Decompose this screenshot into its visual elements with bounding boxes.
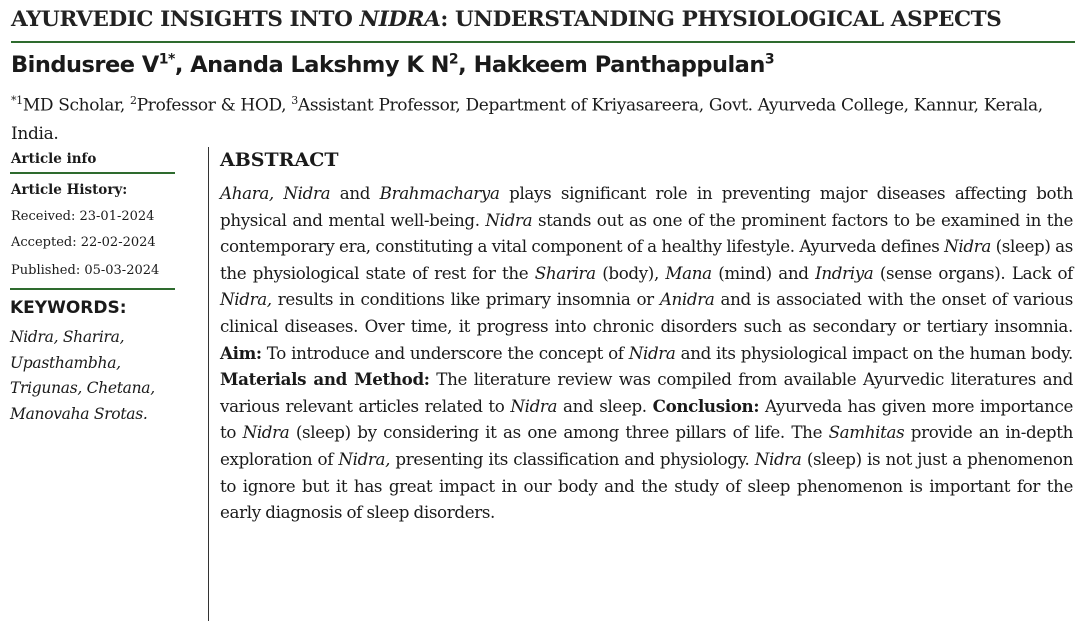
abstract-term: Nidra, — [220, 289, 272, 310]
abstract-term: Ahara, Nidra — [220, 183, 331, 203]
abstract-text: and its physiological impact on the human body. — [675, 342, 1073, 363]
sidebar-divider — [10, 288, 175, 290]
abstract-term: Nidra — [485, 209, 533, 230]
keywords-list — [10, 325, 180, 427]
abstract-text: results in conditions like primary insomnia or — [271, 289, 660, 310]
paper-title — [11, 7, 1076, 32]
author-3: Hakkeem Panthappulan$^3$ — [473, 51, 775, 78]
author-1: Bindusree $V^{1*}$, — [11, 51, 191, 78]
author-2: Ananda Lakshmy K $N^2$, — [190, 51, 474, 78]
abstract-text: presenting its classification and physiology. — [390, 448, 755, 469]
abstract-term: Nidra — [754, 448, 802, 469]
abstract-text: plays significant role in preventing major diseases affecting both physical and mental well-being. — [220, 183, 1073, 230]
abstract-term: Samhitas — [828, 422, 905, 443]
sidebar-divider — [10, 172, 175, 174]
keywords-heading: KEYWORDS: — [10, 298, 127, 318]
abstract-term: Indriya — [815, 262, 874, 283]
published-date: Published: 05-03-2024 — [11, 263, 160, 278]
abstract-text: The literature review was compiled from available Ayurvedic literatures and various relevant articles related to — [220, 369, 1074, 416]
abstract-term: Nidra — [628, 342, 676, 363]
abstract-text: Ayurveda has given more importance to — [220, 395, 1073, 443]
abstract-text: and is associated with the onset of various clinical diseases. Over time, it progress into chronic disorders such as secondary or tertiary insomnia. — [220, 289, 1073, 336]
article-info-heading: Article info — [11, 151, 97, 167]
abstract-term: Anidra — [659, 289, 715, 310]
author-list — [11, 51, 774, 78]
abstract-term: Mana — [665, 262, 712, 283]
abstract-text: and sleep. — [557, 395, 653, 416]
abstract-term: Nidra — [944, 236, 991, 257]
abstract-text: (sleep) by considering it as one among three pillars of life. The — [289, 422, 829, 443]
abstract-term: Sharira — [534, 262, 596, 283]
abstract-text: (body), — [595, 262, 666, 283]
abstract-section-label: Aim: — [220, 342, 262, 363]
abstract-text: (sleep) as the physiological state of rest for the — [220, 236, 1073, 283]
keyword-line: Trigunas, Chetana, — [10, 379, 155, 397]
affiliations: $^{*1}$MD Scholar, $^2$Professor & HOD, $^3$Assistant Professor, Department of Kriyasareera, Govt. Ayurveda College, Kannur, Kerala, India. — [11, 94, 1043, 144]
keyword-line: Upasthambha, — [10, 353, 121, 372]
article-history-label: Article History: — [11, 182, 128, 198]
abstract-text: (mind) and — [711, 262, 816, 283]
title-suffix: : UNDERSTANDING PHYSIOLOGICAL ASPECTS — [440, 7, 1002, 32]
abstract-body — [220, 180, 1073, 526]
accepted-date: Accepted: 22-02-2024 — [11, 235, 156, 250]
abstract-term: Brahmacharya — [379, 183, 500, 203]
abstract-text: stands out as one of the prominent factors to be examined in the contemporary era, constituting a vital component of a healthy lifestyle. Ayurveda defines — [220, 209, 1073, 257]
abstract-text: provide an in-depth exploration of — [220, 422, 1073, 469]
abstract-term: Nidra — [242, 422, 290, 443]
abstract-text: and — [330, 183, 380, 203]
abstract-text: (sleep) is not just a phenomenon to ignore but it has great impact in our body and the study of sleep phenomenon is important for the early diagnosis of sleep disorders. — [220, 448, 1073, 523]
keyword-line: Nidra, Sharira, — [10, 328, 125, 346]
abstract-heading: ABSTRACT — [220, 149, 339, 171]
abstract-text: To introduce and underscore the concept of — [261, 342, 629, 363]
abstract-term: Nidra, — [338, 448, 391, 469]
title-italic: NIDRA — [359, 7, 441, 32]
title-prefix: AYURVEDIC INSIGHTS INTO — [11, 7, 360, 32]
abstract-text: (sense organs). Lack of — [873, 262, 1073, 283]
column-divider — [208, 147, 209, 621]
abstract-term: Nidra — [510, 395, 558, 416]
abstract-section-label: Materials and Method: — [220, 369, 430, 390]
title-divider — [11, 41, 1075, 43]
received-date: Received: 23-01-2024 — [11, 209, 155, 224]
abstract-section-label: Conclusion: — [652, 395, 760, 416]
keyword-line: Manovaha Srotas. — [10, 404, 148, 423]
